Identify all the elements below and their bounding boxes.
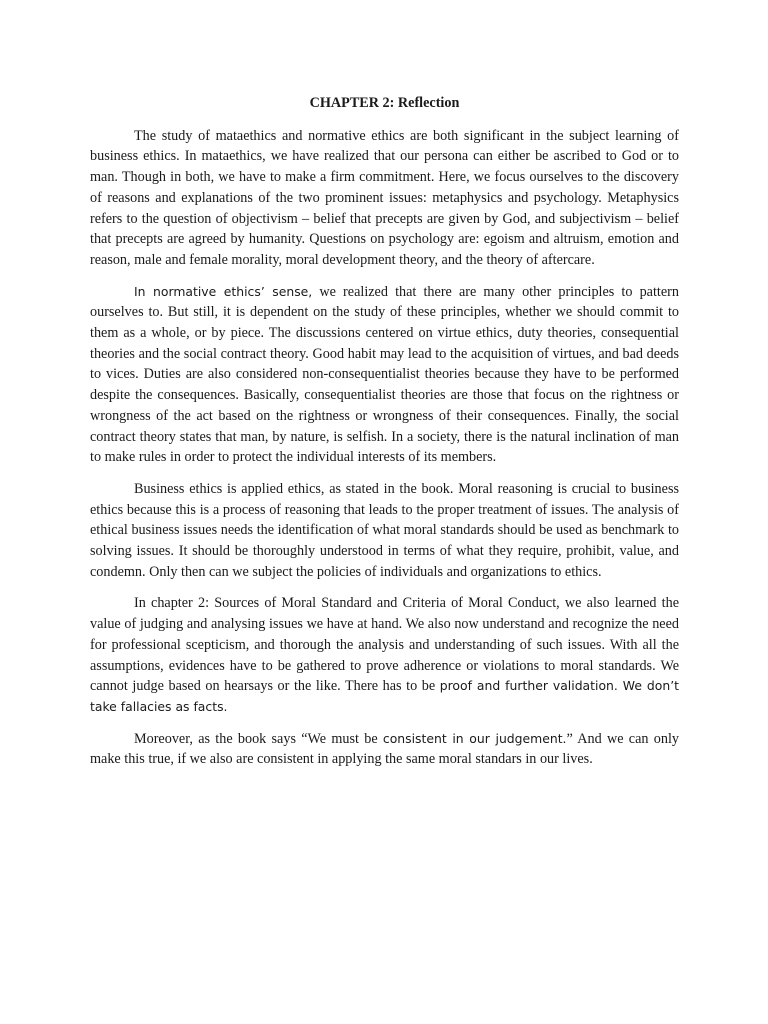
paragraph-business-ethics bbox=[90, 479, 679, 583]
paragraph-text: Business ethics is applied ethics, as stated in the book. Moral reasoning is crucial to business ethics because this is a process of reasoning that leads to the proper treatment of issues. The analysis of ethical business issues needs the identification of what moral standards should be used as benchmark to solving issues. It should be thoroughly understood in terms of what they require, prohibit, value, and condemn. Only then can we subject the policies of individuals and organizations to ethics. bbox=[90, 480, 679, 580]
page-title: CHAPTER 2: Reflection bbox=[309, 95, 460, 111]
paragraph-quote-sans: consistent in our judgement. bbox=[382, 730, 567, 746]
document-body bbox=[90, 93, 679, 781]
paragraph-text: Moreover, as the book says “We must be bbox=[134, 730, 383, 747]
paragraph-text: we realized that there are many other principles to pattern ourselves to. But still, it is dependent on the study of these principles, whether we should commit to them as a whole, or by piece. The discussions centered on virtue ethics, duty theories, consequential theories and the social contract theory. Good habit may lead to the acquisition of virtues, and bad deeds to vices. Duties are also considered non-consequentialist theories because they have to be performed despite the consequences. Basically, consequentialist theories are those that focus on the rightness or wrongness of the act based on the rightness or wrongness of their consequences. Finally, the social contract theory states that man, by nature, is selfish. In a society, there is the natural inclination of man to make rules in order to protect the individual interests of its members. bbox=[90, 283, 679, 466]
paragraph-text: In chapter 2: Sources of Moral Standard and Criteria of Moral Conduct, we also learned the value of judging and analysing issues we have at hand. We also now understand and recognize the need for professional scepticism, and thorough the analysis and understanding of such issues. With all the assumptions, evidences have to be gathered to prove adherence or violations to moral standards. We cannot judge based on hearsays or the like. There has to be bbox=[90, 595, 679, 695]
paragraph-text-after: ” And we can only make this true, if we also are consistent in applying the same moral standars in our lives. bbox=[90, 730, 679, 768]
paragraph-chapter-2-sources bbox=[90, 593, 679, 717]
paragraph-normative-ethics bbox=[90, 282, 679, 468]
paragraph-lead-sans: In normative ethics’ sense, bbox=[134, 283, 313, 299]
paragraph-metaethics bbox=[90, 126, 679, 271]
paragraph-consistency bbox=[90, 729, 679, 770]
paragraph-text: The study of mataethics and normative ethics are both significant in the subject learning of business ethics. In mataethics, we have realized that our persona can either be ascribed to God or to man. Though in both, we have to make a firm commitment. Here, we focus ourselves to the discovery of reasons and explanations of the two prominent issues: metaphysics and psychology. Metaphysics refers to the question of objectivism – belief that precepts are given by God, and subjectivism – belief that precepts are agreed by humanity. Questions on psychology are: egoism and altruism, emotion and reason, male and female morality, moral development theory, and the theory of aftercare. bbox=[90, 127, 679, 268]
paragraph-tail-sans: proof and further validation. We don’t take fallacies as facts. bbox=[90, 678, 679, 714]
